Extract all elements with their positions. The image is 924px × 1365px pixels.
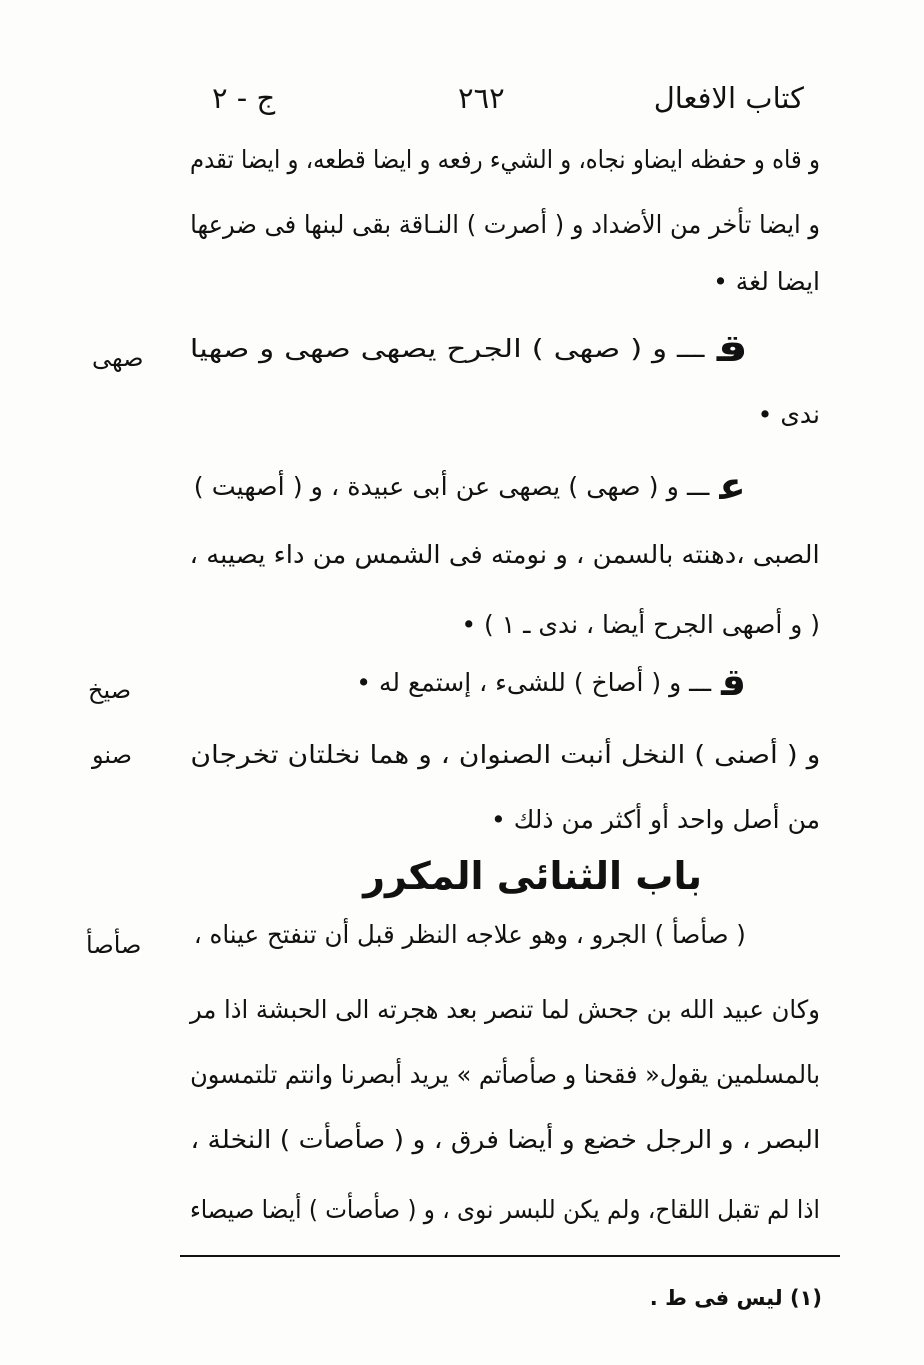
line-text: ( صأصأ ) الجرو ، وهو علاجه النظر قبل أن تنفتح عيناه ، (194, 920, 746, 949)
text-line (190, 988, 820, 1032)
entry-letter: ق (717, 326, 748, 370)
line-text: و قاه و حفظه ايضاو نجاه، و الشيء رفعه و ايضا قطعه، و ايضا تقدم (190, 145, 820, 174)
text-line (190, 1053, 820, 1097)
line-text: ـــ و ( صهى ) الجرح يصهى صهى و صهيا (190, 334, 705, 363)
line-text: ـــ و ( أصاخ ) للشىء ، إستمع له • (356, 668, 712, 697)
text-line (190, 1118, 820, 1162)
line-text: ندى • (757, 400, 820, 429)
text-line (190, 733, 820, 777)
line-text: البصر ، و الرجل خضع و أيضا فرق ، و ( صأصأت ) النخلة ، (190, 1125, 820, 1154)
line-text: و ( أصنى ) النخل أنبت الصنوان ، و هما نخلتان تخرجان (190, 740, 820, 769)
entry-letter: ع (719, 464, 746, 508)
volume-label: ج - ٢ (212, 81, 276, 115)
text-line (190, 260, 820, 304)
text-line (190, 203, 820, 247)
section-heading-text: باب الثنائى المكرر (363, 854, 702, 898)
text-line (190, 393, 820, 437)
page-number: ٢٦٢ (458, 81, 505, 115)
text-line (194, 913, 746, 957)
line-text: ( و أصهى الجرح أيضا ، ندى ـ ١ ) • (461, 610, 820, 639)
text-line (190, 533, 820, 577)
line-text: الصبى ،دهنته بالسمن ، و نومته فى الشمس من داء يصيبه ، (189, 540, 820, 569)
entry-line (194, 464, 746, 508)
line-text: و ايضا تأخر من الأضداد و ( أصرت ) النـاقة بقى لبنها فى ضرعها (190, 210, 820, 239)
line-text: وكان عبيد الله بن جحش لما تنصر بعد هجرته الى الحبشة اذا مر (190, 995, 820, 1024)
margin-note-saasaa: صأصأ (86, 931, 142, 959)
line-text: اذا لم تقبل اللقاح، ولم يكن للبسر نوى ، و ( صأصأت ) أيضا صيصاء (190, 1195, 820, 1224)
line-text: بالمسلمين يقول« فقحنا و صأصأتم » يريد أبصرنا وانتم تلتمسون (190, 1060, 820, 1089)
footnote-rule (180, 1255, 840, 1257)
margin-note-sinw: صنو (92, 741, 133, 769)
footnote (602, 1276, 822, 1320)
text-line (190, 138, 820, 182)
line-text: ـــ و ( صهى ) يصهى عن أبى عبيدة ، و ( أصهيت ) (194, 472, 710, 501)
text-line (190, 1188, 820, 1232)
section-heading (352, 848, 702, 904)
entry-line (326, 660, 746, 704)
text-line (190, 798, 820, 842)
line-text: ايضا لغة • (713, 267, 820, 296)
entry-line (190, 326, 748, 370)
margin-note-saykh: صيخ (88, 676, 132, 704)
line-text: من أصل واحد أو أكثر من ذلك • (491, 805, 820, 834)
book-title: كتاب الافعال (653, 81, 804, 115)
footnote-text: (١) ليس فى ط . (649, 1286, 822, 1310)
entry-letter: ق (721, 660, 746, 704)
margin-note-sahaa: صهى (92, 344, 144, 372)
text-line (190, 603, 820, 647)
